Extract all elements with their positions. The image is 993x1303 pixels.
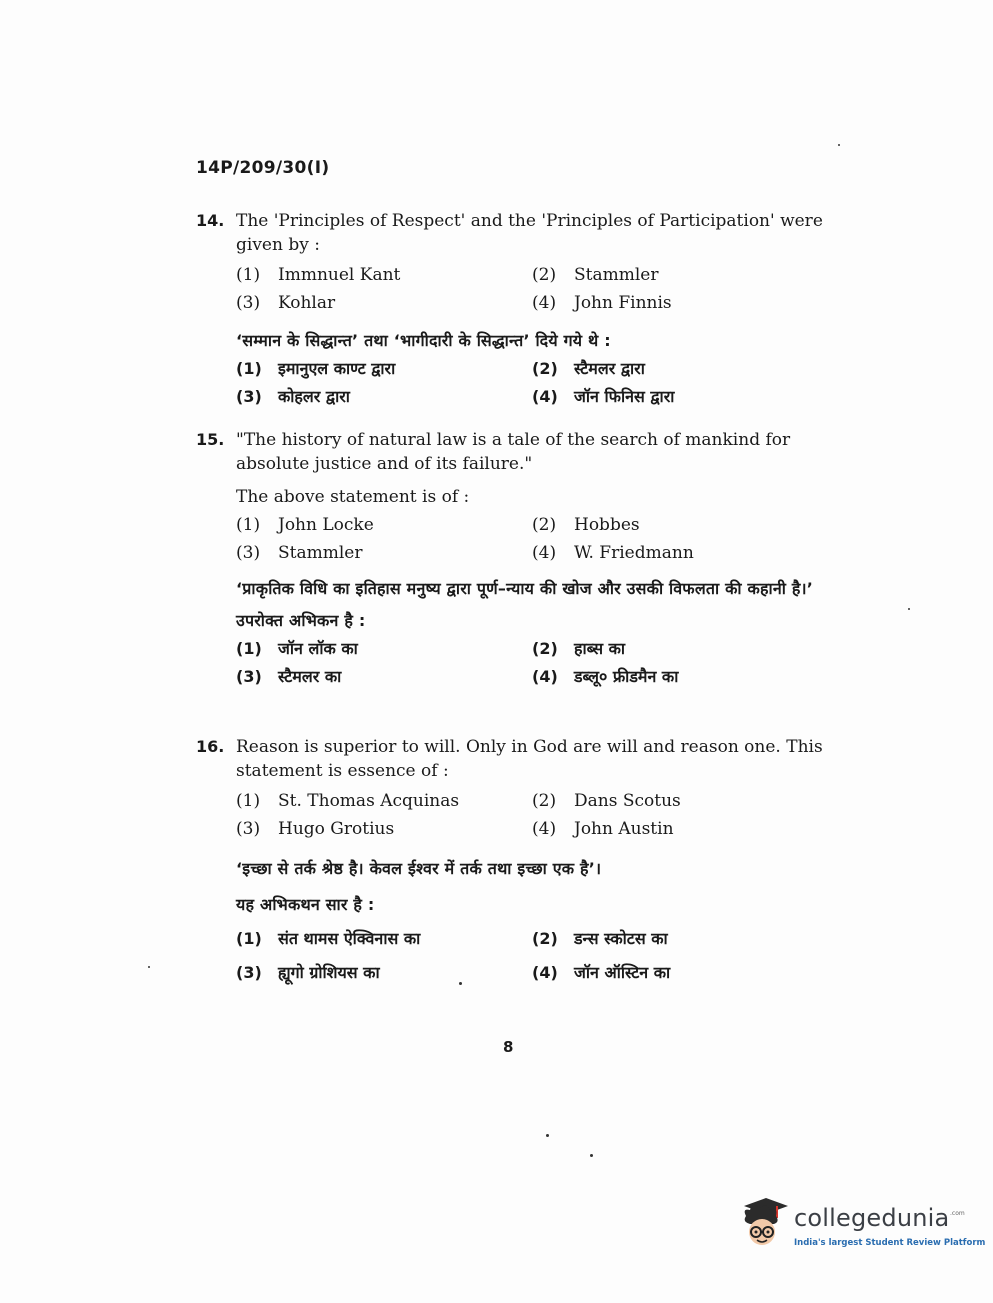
option: (4) जॉन फिनिस द्वारा bbox=[532, 387, 675, 406]
question-stem-en: The above statement is of : bbox=[236, 487, 470, 507]
question-text-hi: ‘सम्मान के सिद्धान्त’ तथा ‘भागीदारी के सिद्धान्त’ दिये गये थे : bbox=[236, 331, 611, 350]
question-16 bbox=[196, 735, 826, 985]
options-hi bbox=[236, 357, 826, 409]
options-en bbox=[236, 789, 826, 841]
option: (1) John Locke bbox=[236, 515, 374, 535]
student-mascot-icon bbox=[736, 1196, 792, 1254]
scan-speck bbox=[590, 1154, 593, 1157]
question-15 bbox=[196, 428, 826, 689]
option: (3) कोहलर द्वारा bbox=[236, 387, 350, 406]
paper-code: 14P/209/30(I) bbox=[196, 158, 330, 178]
options-en bbox=[236, 263, 826, 315]
brand-tagline: India's largest Student Review Platform bbox=[794, 1238, 986, 1248]
question-text-en: The 'Principles of Respect' and the 'Principles of Participation' were given by : bbox=[236, 211, 823, 255]
option: (2) हाब्स का bbox=[532, 639, 626, 658]
option: (4) डब्लू० फ्रीडमैन का bbox=[532, 667, 679, 686]
option: (1) संत थामस ऐक्विनास का bbox=[236, 929, 421, 948]
question-stem-hi: उपरोक्त अभिकन है : bbox=[236, 611, 366, 630]
question-stem-hi: यह अभिकथन सार है : bbox=[236, 895, 375, 914]
option: (1) जॉन लॉक का bbox=[236, 639, 358, 658]
option: (2) Hobbes bbox=[532, 515, 640, 535]
option: (1) इमानुएल काण्ट द्वारा bbox=[236, 359, 396, 378]
option: (4) John Austin bbox=[532, 819, 674, 839]
question-text-hi: ‘इच्छा से तर्क श्रेष्ठ है। केवल ईश्वर में तर्क तथा इच्छा एक है’। bbox=[236, 859, 602, 878]
option: (3) Kohlar bbox=[236, 293, 336, 313]
page-number: 8 bbox=[503, 1038, 514, 1056]
question-text-en: "The history of natural law is a tale of the search of mankind for absolute justice and of its failure." bbox=[236, 430, 791, 474]
option: (3) ह्यूगो ग्रोशियस का bbox=[236, 963, 380, 982]
option: (3) Hugo Grotius bbox=[236, 819, 395, 839]
brand-name: collegedunia bbox=[794, 1204, 950, 1232]
scan-speck bbox=[908, 608, 910, 610]
options-hi bbox=[236, 927, 826, 985]
option: (4) John Finnis bbox=[532, 293, 672, 313]
option: (2) Dans Scotus bbox=[532, 791, 681, 811]
brand-suffix: .com bbox=[950, 1210, 965, 1217]
question-number: 14. bbox=[196, 211, 225, 230]
scan-speck bbox=[148, 966, 150, 968]
question-number: 16. bbox=[196, 737, 225, 756]
option: (4) जॉन ऑस्टिन का bbox=[532, 963, 671, 982]
option: (3) Stammler bbox=[236, 543, 363, 563]
question-text-hi: ‘प्राकृतिक विधि का इतिहास मनुष्य द्वारा पूर्ण–न्याय की खोज और उसकी विफलता की कहानी है।’ bbox=[236, 579, 814, 598]
scan-speck bbox=[838, 144, 840, 146]
option: (3) स्टैमलर का bbox=[236, 667, 342, 686]
options-hi bbox=[236, 637, 826, 689]
option: (4) W. Friedmann bbox=[532, 543, 694, 563]
question-number: 15. bbox=[196, 430, 225, 449]
option: (1) St. Thomas Acquinas bbox=[236, 791, 460, 811]
collegedunia-watermark bbox=[736, 1196, 986, 1260]
option: (2) डन्स स्कोटस का bbox=[532, 929, 668, 948]
options-en bbox=[236, 513, 826, 565]
question-14 bbox=[196, 209, 826, 409]
question-text-en: Reason is superior to will. Only in God are will and reason one. This statement is essence of : bbox=[236, 737, 823, 781]
option: (2) स्टैमलर द्वारा bbox=[532, 359, 645, 378]
option: (2) Stammler bbox=[532, 265, 659, 285]
option: (1) Immnuel Kant bbox=[236, 265, 401, 285]
scan-speck bbox=[546, 1134, 549, 1137]
scan-speck bbox=[459, 982, 462, 985]
